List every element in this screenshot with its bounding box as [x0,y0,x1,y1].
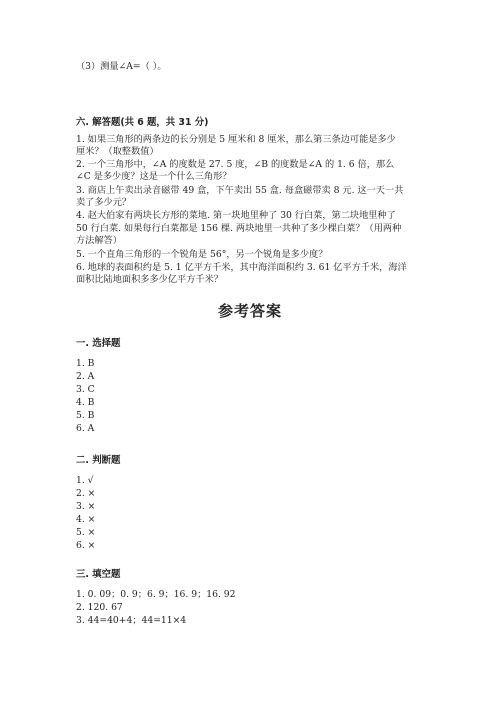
answers-choice-title: 一. 选择题 [76,338,121,349]
question-line: 面积比陆地面积多多少亿平方千米？ [76,274,223,285]
answer-item: 4. B [76,397,95,408]
answer-item: 5. × [76,527,96,538]
question-line: 4. 赵大伯家有两块长方形的菜地. 第一块地里种了 30 行白菜，第二块地里种了 [76,210,396,221]
answer-item: 2. × [76,488,96,499]
answer-item: 4. × [76,514,96,525]
answer-item: 3. C [76,384,95,395]
question-line: 方法解答） [76,235,122,246]
answers-fill-title: 三. 填空题 [76,569,121,580]
answer-item: 2. A [76,371,95,382]
answer-item: 3. × [76,501,96,512]
question-line: 1. 如果三角形的两条边的长分别是 5 厘米和 8 厘米，那么第三条边可能是多少 [76,134,396,145]
answers-title: 参考答案 [217,302,282,320]
question-line: 5. 一个直角三角形的一个锐角是 56°，另一个锐角是多少度？ [76,249,328,260]
question-line: 厘米？（取整数值） [76,146,159,157]
answer-item: 1. √ [76,475,94,486]
answer-item: 1. 0. 09；0. 9；6. 9；16. 9；16. 92 [76,589,236,600]
question-line: 50 行白菜. 如果每行白菜都是 156 棵. 两块地里一共种了多少棵白菜？（用两种 [76,223,402,234]
answer-item: 3. 44=40+4；44=11×4 [76,615,187,626]
answers-judge-title: 二. 判断题 [76,455,121,466]
answer-item: 1. B [76,358,95,369]
question-line: 2. 一个三角形中，∠A 的度数是 27. 5 度，∠B 的度数是∠A 的 1. 6 倍，那么 [76,159,395,170]
question-line: ∠C 是多少度？这是一个什么三角形？ [76,171,232,182]
answer-item: 6. A [76,423,95,434]
section-6-title: 六. 解答题(共 6 题，共 31 分) [76,117,209,128]
answer-item: 5. B [76,410,95,421]
question-line: 3. 商店上午卖出录音磁带 49 盒，下午卖出 55 盒. 每盒磁带卖 8 元. 这一天一共 [76,185,404,196]
question-line: 卖了多少元？ [76,197,132,208]
answer-item: 2. 120. 67 [76,602,123,613]
question-3-measure: （3）测量∠A=（ ）。 [76,61,167,72]
question-line: 6. 地球的表面积约是 5. 1 亿平方千米，其中海洋面积约 3. 61 亿平方千米，海洋 [76,262,407,273]
answer-item: 6. × [76,540,96,551]
